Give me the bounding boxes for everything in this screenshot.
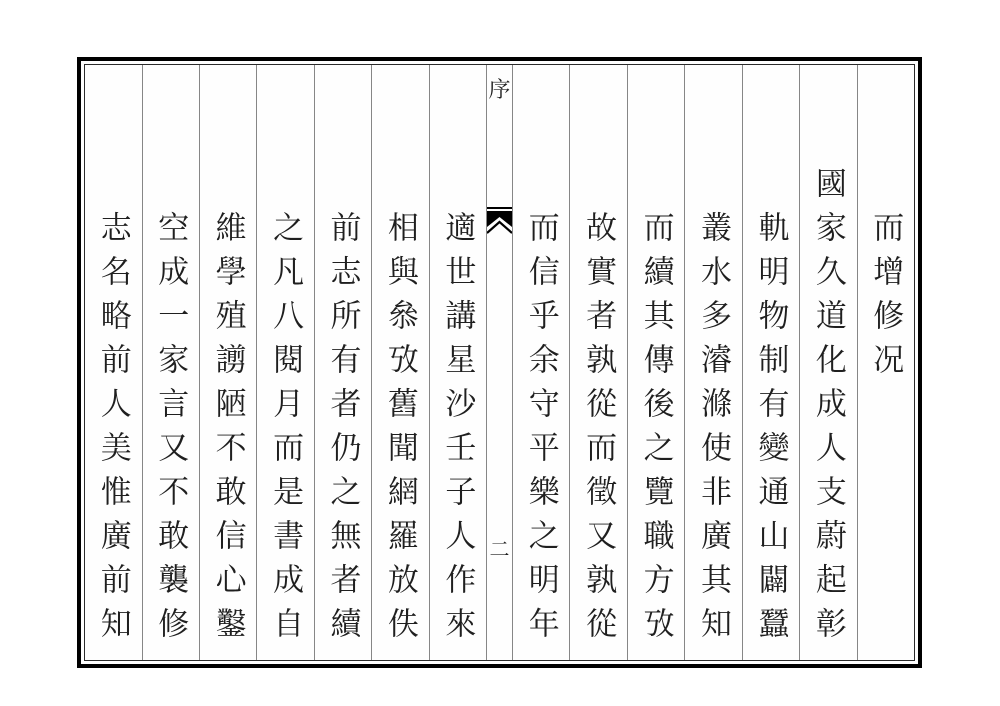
column-10: [371, 65, 428, 660]
column-13: [199, 65, 256, 660]
column-03: [742, 65, 799, 660]
column-14: [142, 65, 199, 660]
column-01: [857, 65, 914, 660]
column-06: [569, 65, 626, 660]
folio-section-title: 序: [488, 77, 511, 102]
column-15: [85, 65, 141, 660]
column-07: [512, 65, 569, 660]
folio-page-number: 二: [489, 539, 510, 561]
column-text: 志名略前人美惟廣前知: [95, 211, 131, 651]
page-text-area: [84, 64, 915, 661]
column-text: 而信乎余守平樂之明年: [523, 211, 559, 651]
column-text: 前志所有者仍之無者續: [325, 211, 361, 651]
book-page-frame: [77, 57, 922, 668]
column-11: [314, 65, 371, 660]
column-text: 叢水多濬滌使非廣其知: [696, 211, 732, 651]
column-12: [256, 65, 313, 660]
fishtail-icon: [487, 207, 512, 237]
center-fold-column: [486, 65, 512, 660]
column-09: [429, 65, 486, 660]
column-text: 故實者孰從而徵又孰從: [581, 211, 617, 651]
column-05: [627, 65, 684, 660]
column-text: 維學殖謭陋不敢信心鑿: [210, 211, 246, 651]
column-text: 軌明物制有變通山闢蠶: [753, 211, 789, 651]
column-text: 而續其傳後之覽職方攷: [638, 211, 674, 651]
column-text: 之凡八閱月而是書成自: [268, 211, 304, 651]
column-text: 而增修况: [868, 211, 904, 387]
column-text: 空成一家言又不敢襲修: [153, 211, 189, 651]
column-text: 適世講星沙壬子人作來: [440, 211, 476, 651]
column-04: [684, 65, 741, 660]
column-text: 國家久道化成人支蔚起彰: [810, 167, 846, 651]
column-02-raised-honorific: [799, 65, 856, 660]
column-text: 相與叅攷舊聞網羅放佚: [382, 211, 418, 651]
